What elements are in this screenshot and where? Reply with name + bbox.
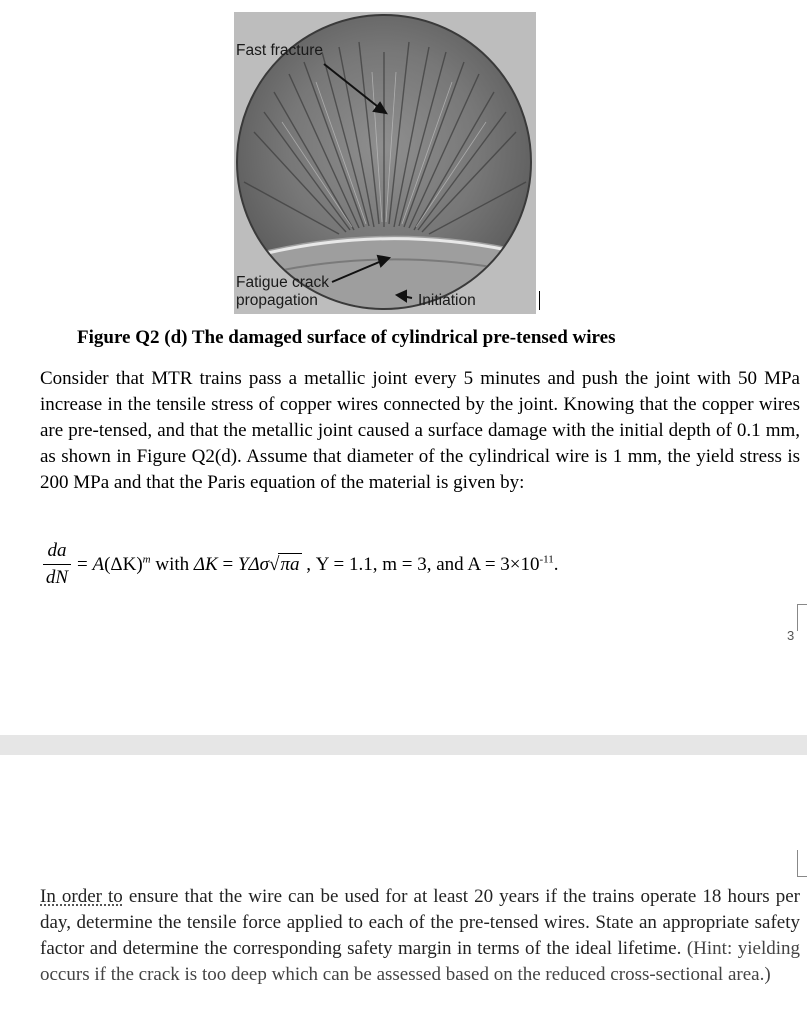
fraction-denominator: dN (45, 567, 69, 588)
eq-A: A (92, 554, 105, 575)
eq-with: with (150, 554, 194, 575)
eq-delta-k-paren: (ΔK) (104, 554, 143, 575)
equation-fraction (43, 540, 71, 589)
document-page-2 (0, 755, 807, 1024)
fracture-surface-image (234, 12, 536, 314)
eq-delta-k: ΔK (193, 554, 218, 575)
label-fatigue-crack: Fatigue crack (236, 274, 330, 291)
label-propagation: propagation (236, 292, 318, 309)
eq-a-exponent: -11 (539, 553, 554, 566)
eq-equals: = (77, 554, 88, 575)
problem-paragraph: Consider that MTR trains pass a metallic joint every 5 minutes and push the joint with 50 MPa increase in the tensile stress of copper wires connected by the joint. Knowing that the copper wires are pre-tensed, and that the metallic joint caused a surface damage with the initial depth of 0.1 mm, as shown in Figure Q2(d). Assume that diameter of the cylindrical wire is 1 mm, the yield stress is 200 MPa and that the Paris equation of the material is given by: (40, 368, 800, 493)
equation-body (77, 553, 559, 576)
page-number: 3 (787, 628, 795, 643)
page-separator (0, 735, 807, 755)
label-fast-fracture: Fast fracture (236, 42, 323, 59)
eq-period: . (553, 554, 559, 575)
eq-m-value: m = 3, and (382, 554, 468, 575)
fraction-numerator: da (47, 540, 67, 561)
eq-equals-2: = (217, 554, 238, 575)
spellcheck-phrase: In order to (40, 886, 123, 907)
question-text: ensure that the wire can be used for at least 20 years if the trains operate 18 hours per day, determine the tensile force applied to each of the pre-tensed wires. State an appropriate safety factor and determine the corresponding safety margin in terms of the ideal lifetime. (40, 886, 800, 959)
eq-y-delta-sigma: YΔσ (237, 554, 270, 575)
eq-exponent-m: m (142, 553, 151, 566)
sqrt-sign: √ (269, 554, 280, 575)
label-initiation: Initiation (418, 292, 476, 309)
hint-text: (Hint: yielding occurs if the crack is too deep which can be assessed based on the reduced cross-sectional area.) (40, 938, 801, 985)
fraction-bar (43, 564, 71, 565)
eq-a-value: A = 3×10 (467, 554, 540, 575)
sqrt-content: πa (280, 554, 300, 575)
figure-caption: Figure Q2 (d) The damaged surface of cylindrical pre-tensed wires (77, 327, 616, 348)
eq-sqrt-pi-a (278, 553, 301, 576)
question-paragraph (40, 884, 800, 988)
eq-y-value: , Y = 1.1, (301, 554, 383, 575)
margin-corner-mark (797, 604, 807, 631)
margin-corner-mark-2 (797, 850, 807, 877)
text-cursor (539, 291, 540, 310)
